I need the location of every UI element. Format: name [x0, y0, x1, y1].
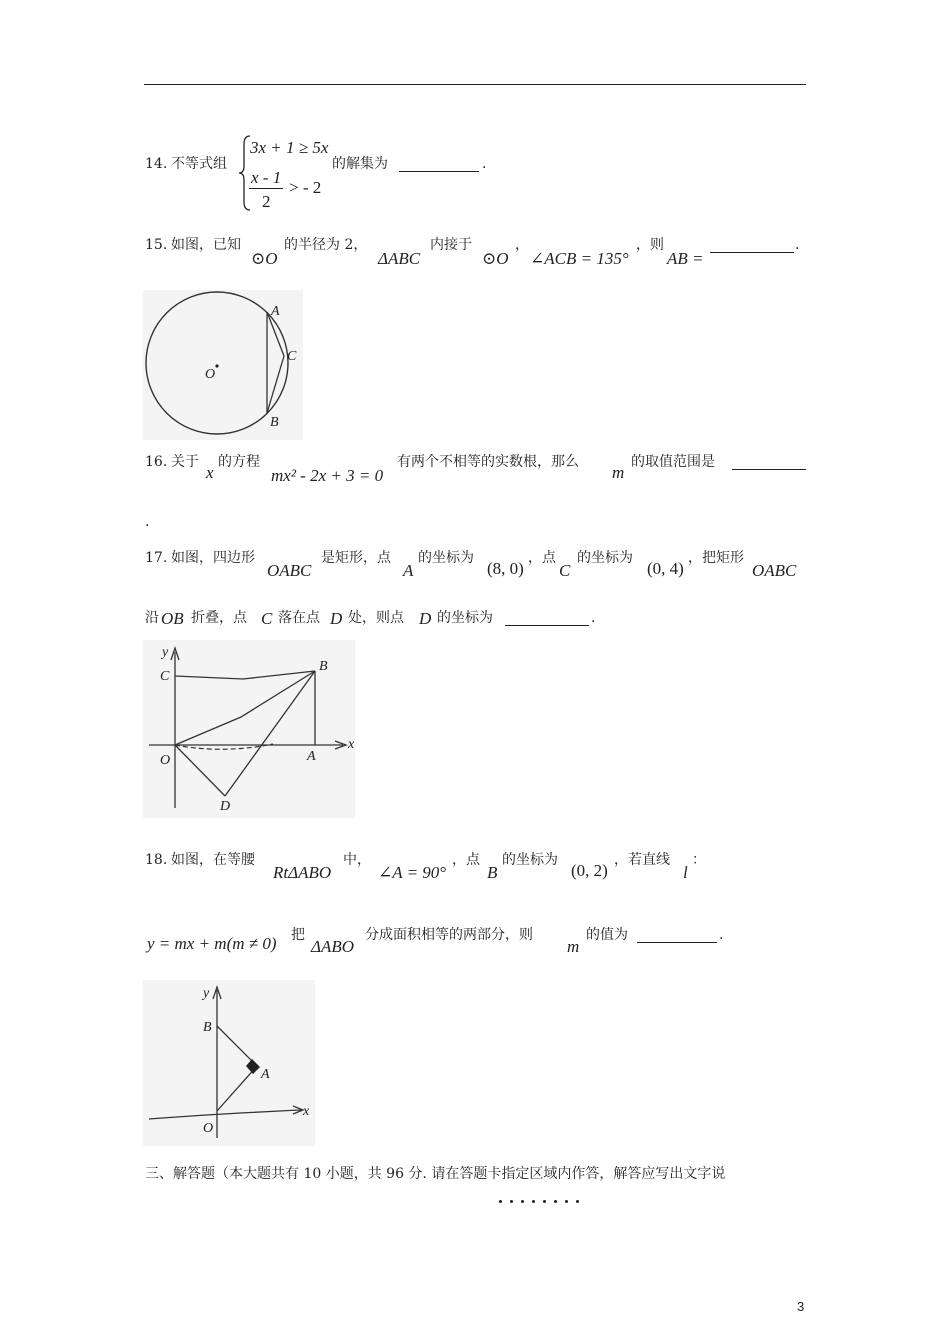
q17-c: C: [559, 561, 571, 580]
page-number: 3: [797, 1299, 805, 1314]
q17-number: 17.: [145, 550, 168, 566]
label-x: x: [303, 1104, 310, 1119]
q18-t4: 的坐标为: [502, 852, 558, 868]
q16-answer-blank[interactable]: [732, 455, 806, 470]
q17-d: D: [330, 609, 343, 628]
label-y: y: [203, 986, 210, 1001]
q18-t8: 分成面积相等的两部分，则: [365, 927, 533, 943]
q18-t5: ，若直线: [614, 852, 670, 868]
q17-oabc2: OABC: [752, 561, 797, 580]
q14-answer-blank[interactable]: [399, 157, 479, 172]
q17-answer-blank[interactable]: [505, 611, 589, 626]
q16-m: m: [612, 463, 625, 482]
q16-t4: 的取值范围是: [631, 454, 715, 470]
q15-answer-blank[interactable]: [710, 238, 794, 253]
q17-c-coord: (0, 4): [647, 559, 684, 578]
q14-frac-rest: > - 2: [289, 178, 322, 197]
q15-t2: 的半径为 2，: [284, 237, 368, 253]
q14-period: .: [482, 156, 487, 172]
q18-t2: 中，: [343, 852, 371, 868]
center-dot: [215, 364, 218, 367]
label-o: O: [160, 753, 171, 768]
rectangle-fold-diagram: [143, 640, 355, 818]
q17-l2c: 落在点: [278, 610, 320, 626]
label-b: B: [270, 415, 279, 430]
q17-t2: 是矩形，点: [321, 550, 391, 566]
q17-a-coord: (8, 0): [487, 559, 524, 578]
label-c: C: [160, 669, 170, 684]
emphasis-dots: [495, 1188, 583, 1207]
q18-b-coord: (0, 2): [571, 861, 608, 880]
q16-t1: 关于: [171, 454, 199, 470]
q16-period: .: [145, 514, 150, 530]
label-a: A: [307, 749, 316, 764]
q14-frac-den: 2: [262, 192, 271, 211]
q17-oabc: OABC: [267, 561, 312, 580]
q14-frac-num: x - 1: [251, 168, 282, 187]
q18-t1: 如图，在等腰: [171, 852, 255, 868]
q15-t1: 如图，已知: [171, 237, 241, 253]
q18-b: B: [487, 863, 498, 882]
q18-figure: [143, 980, 315, 1150]
q18-m: m: [567, 937, 580, 956]
q18-t9: 的值为: [586, 927, 628, 943]
q16-x: x: [206, 463, 214, 482]
top-rule: [144, 84, 806, 85]
q17-t5: 的坐标为: [577, 550, 633, 566]
label-d: D: [220, 799, 231, 814]
q15-t3: 内接于: [430, 237, 472, 253]
label-b: B: [203, 1020, 212, 1035]
q18-period: .: [719, 927, 724, 943]
q18-t6: ：: [692, 852, 706, 868]
section-3-heading: 三、解答题（本大题共有 10 小题，共 96 分. 请在答题卡指定区域内作答，解答应写出文字说: [145, 1166, 726, 1182]
q14-ineq1: 3x + 1 ≥ 5x: [250, 138, 329, 157]
right-triangle-diagram: [143, 980, 315, 1146]
label-x: x: [348, 737, 355, 752]
q17-ob: OB: [161, 609, 184, 628]
q17-c2: C: [261, 609, 273, 628]
q18-t3: ，点: [452, 852, 480, 868]
q18-l: l: [683, 863, 688, 882]
q17-figure: [143, 640, 355, 822]
q14-tail: 的解集为: [332, 156, 388, 172]
circle-diagram: [143, 290, 303, 440]
q15-number: 15.: [145, 237, 168, 253]
q17-t3: 的坐标为: [418, 550, 474, 566]
q18-number: 18.: [145, 852, 168, 868]
q15-figure: [143, 290, 303, 444]
q17-t6: ，把矩形: [688, 550, 744, 566]
q18-line-eq: y = mx + m(m ≠ 0): [147, 934, 277, 953]
q15-circle-o: ⊙O: [251, 249, 278, 268]
q14-number: 14.: [145, 156, 168, 172]
label-o: O: [205, 367, 216, 382]
q17-d2: D: [419, 609, 432, 628]
q15-angle: ∠ACB = 135°: [530, 249, 629, 268]
label-a: A: [261, 1067, 270, 1082]
q17-l2d: 处，则点: [348, 610, 404, 626]
label-a: A: [271, 304, 280, 319]
q18-answer-blank[interactable]: [637, 928, 717, 943]
q15-circle-o2: ⊙O: [482, 249, 509, 268]
q16-t3: 有两个不相等的实数根，那么: [397, 454, 579, 470]
q15-comma: ，: [515, 237, 529, 253]
q14-frac-bar: [249, 188, 283, 189]
q15-period: .: [795, 237, 800, 253]
q17-l2b: 折叠，点: [191, 610, 247, 626]
q17-t1: 如图，四边形: [171, 550, 255, 566]
label-c: C: [287, 349, 297, 364]
label-y: y: [162, 645, 169, 660]
q15-ab: AB =: [667, 249, 704, 268]
q17-l2e: 的坐标为: [437, 610, 493, 626]
q17-l2a: 沿: [145, 610, 159, 626]
q16-number: 16.: [145, 454, 168, 470]
q18-t7: 把: [291, 927, 305, 943]
q17-t4: ，点: [528, 550, 556, 566]
q18-angle: ∠A = 90°: [378, 863, 447, 882]
q15-tri: ΔABC: [378, 249, 421, 268]
q15-t4: ，则: [636, 237, 664, 253]
q14-lead: 不等式组: [171, 156, 227, 172]
q16-eq: mx² - 2x + 3 = 0: [271, 466, 384, 485]
label-o: O: [203, 1121, 214, 1136]
label-b: B: [319, 659, 328, 674]
q16-t2: 的方程: [218, 454, 260, 470]
q17-period: .: [591, 610, 596, 626]
q18-tri2: ΔABO: [311, 937, 355, 956]
q17-a: A: [403, 561, 414, 580]
q18-tri: RtΔABO: [273, 863, 332, 882]
